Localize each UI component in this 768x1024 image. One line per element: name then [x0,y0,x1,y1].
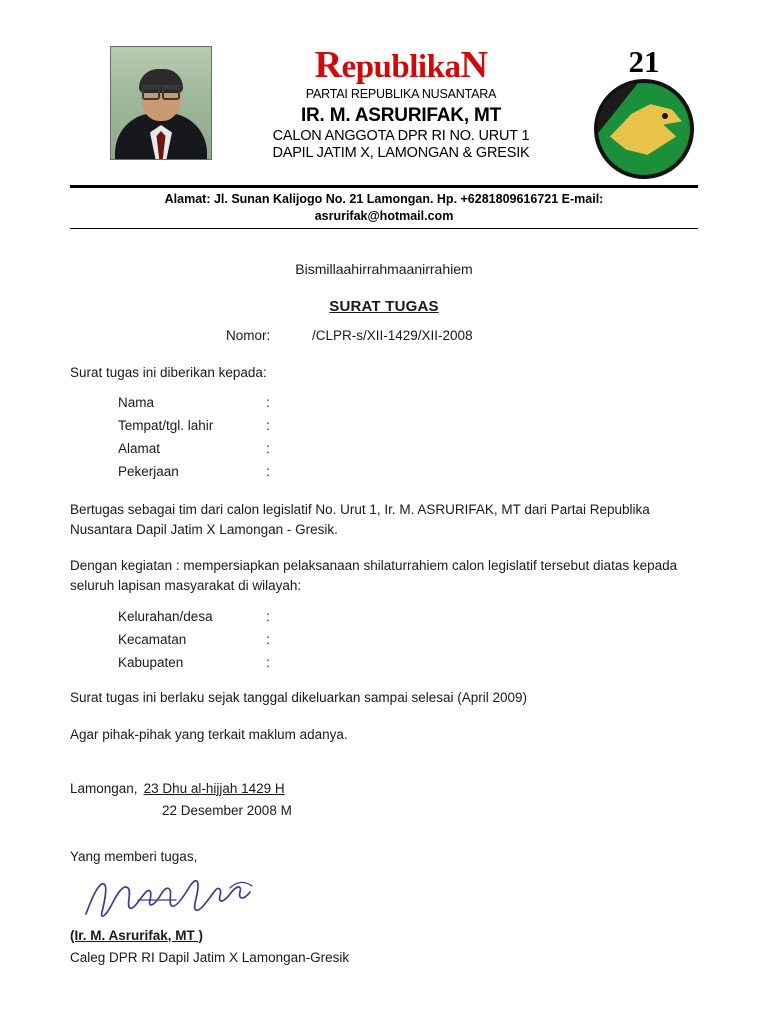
candidate-name: IR. M. ASRURIFAK, MT [300,104,502,126]
field-label: Tempat/tgl. lahir [118,417,214,433]
letterhead [70,40,698,179]
party-wordmark-initial: R [314,44,342,86]
party-wordmark-body: epublika [341,49,461,85]
field-row [118,414,698,437]
intro-paragraph: Surat tugas ini diberikan kepada: [70,364,267,380]
area-field-list [70,605,698,675]
field-label: Kabupaten [118,655,184,671]
signature-note: Yang memberi tugas, [70,849,198,865]
address-email: asrurifak@hotmail.com [314,208,454,223]
field-row [118,628,698,651]
field-colon: : [266,631,270,647]
field-value [280,460,698,483]
activity-paragraph: Dengan kegiatan : mempersiapkan pelaksanaan shilaturrahiem calon legislatif tersebut diatas kepada seluruh lapisan masyarakat di wilayah: [70,558,678,594]
document-number-label: Nomor: [226,328,271,344]
bird-eye-shape [662,113,668,119]
field-value [280,605,698,628]
signature-block [70,779,698,968]
field-row [118,391,698,414]
party-wordmark-final: N [460,44,488,86]
field-value [280,414,698,437]
signer-role: Caleg DPR RI Dapil Jatim X Lamongan-Gresik [70,949,350,965]
handwritten-signature [80,870,340,924]
assignment-paragraph: Bertugas sebagai tim dari calon legislatif No. Urut 1, Ir. M. ASRURIFAK, MT dari Partai Republika Nusantara Dapil Jatim X Lamongan - Gresik. [70,501,650,537]
address-bar [70,188,698,228]
address-line-1: Alamat: Jl. Sunan Kalijogo No. 21 Lamongan. Hp. +6281809616721 E-mail: [164,192,604,206]
field-value [280,651,698,674]
field-colon: : [266,417,270,433]
signature-date-gregorian: 22 Desember 2008 M [162,803,292,819]
field-label: Nama [118,394,155,410]
signature-date-hijri: 23 Dhu al-hijjah 1429 H [143,780,285,796]
document-title: SURAT TUGAS [329,297,439,315]
field-value [280,391,698,414]
field-row [118,437,698,460]
document-number-value: /CLPR-s/XII-1429/XII-2008 [312,328,473,344]
field-label: Kecamatan [118,631,187,647]
party-number: 21 [628,44,660,79]
field-colon: : [266,394,270,410]
basmalah-line: Bismillaahirrahmaanirrahiem [295,260,473,277]
field-colon: : [266,464,270,480]
party-logo-icon [594,79,694,179]
field-row [118,651,698,674]
field-label: Alamat [118,441,161,457]
validity-paragraph: Surat tugas ini berlaku sejak tanggal dikeluarkan sampai selesai (April 2009) [70,690,528,706]
field-colon: : [266,655,270,671]
field-colon: : [266,441,270,457]
field-value [280,437,698,460]
signer-name: (Ir. M. Asrurifak, MT ) [70,927,204,943]
signature-icon [80,870,330,924]
party-subtitle: PARTAI REPUBLIKA NUSANTARA [305,86,497,101]
document-number-row [70,326,698,346]
candidate-photo [110,46,212,160]
field-value [280,628,698,651]
photo-glasses-shape [142,85,180,97]
field-colon: : [266,608,270,624]
closing-paragraph: Agar pihak-pihak yang terkait maklum adanya. [70,726,348,742]
field-label: Kelurahan/desa [118,608,213,624]
letterhead-center [212,46,590,161]
party-logo-block [590,46,698,179]
bird-icon [610,103,682,157]
field-label: Pekerjaan [118,464,179,480]
field-row [118,605,698,628]
candidate-district: DAPIL JATIM X, LAMONGAN & GRESIK [272,144,530,161]
recipient-field-list [70,391,698,484]
signature-date-line [70,779,698,799]
party-wordmark [218,46,584,86]
candidate-position: CALON ANGGOTA DPR RI NO. URUT 1 [272,127,530,144]
document-body [70,229,698,968]
signature-city: Lamongan, [70,780,138,796]
field-row [118,460,698,483]
